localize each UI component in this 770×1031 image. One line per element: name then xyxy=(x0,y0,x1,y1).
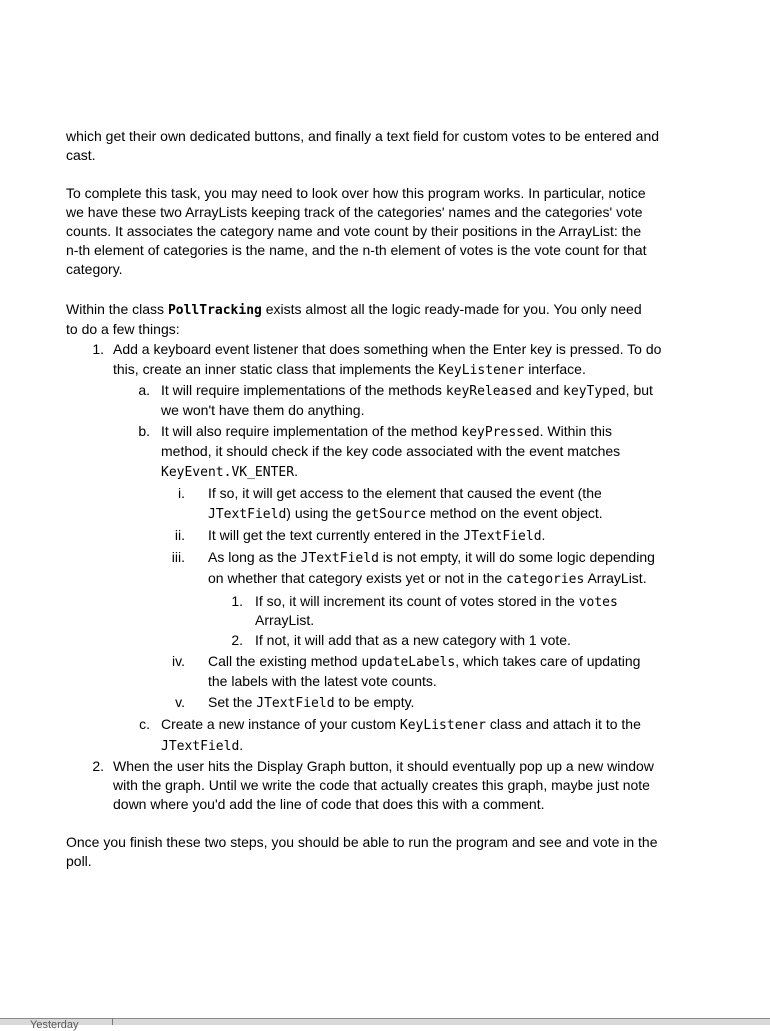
inline-code: categories xyxy=(506,572,585,587)
bottom-status-bar xyxy=(0,1018,770,1031)
sub-item-c-line-1 xyxy=(161,715,641,735)
list-item-2-line-1: When the user hits the Display Graph button, it should eventually pop up a new window xyxy=(113,758,654,774)
list-marker: 2. xyxy=(231,632,243,648)
list-text: , but xyxy=(625,382,653,398)
list-item-2-line-2: with the graph. Until we write the code that actually creates this graph, maybe just note xyxy=(113,777,650,793)
bottom-bar-label: Yesterday xyxy=(30,1019,79,1031)
sub-item-iv-line-1 xyxy=(208,652,640,672)
paragraph-4-line-2: poll. xyxy=(66,853,92,869)
list-text: class and attach it to the xyxy=(486,716,641,732)
list-marker: iv. xyxy=(172,653,185,669)
sub-item-iv-line-2: the labels with the latest vote counts. xyxy=(208,673,437,689)
list-text: It will get the text currently entered in the xyxy=(208,527,464,543)
list-item-2-line-3: down where you'd add the line of code that does this with a comment. xyxy=(113,796,545,812)
inline-code: keyTyped xyxy=(563,384,626,399)
bottom-bar-divider xyxy=(112,1019,113,1025)
sub-item-i-line-1: If so, it will get access to the element that caused the event (the xyxy=(208,485,602,501)
list-text: to be empty. xyxy=(334,694,415,710)
class-name-code: PollTracking xyxy=(167,303,262,318)
inline-code: JTextField xyxy=(463,529,542,544)
inline-code: getSource xyxy=(355,507,426,522)
list-text: Call the existing method xyxy=(208,653,362,669)
inline-code: JTextField xyxy=(300,551,379,566)
list-marker: 1. xyxy=(92,341,104,357)
paragraph-3-text: Within the class xyxy=(66,301,168,317)
sub-item-b-line-3 xyxy=(161,462,298,482)
sub-sub-item-1-line-2: ArrayList. xyxy=(255,612,315,628)
list-text: on whether that category exists yet or not in the xyxy=(208,570,507,586)
paragraph-4-line-1: Once you finish these two steps, you should be able to run the program and see and vote in the xyxy=(66,834,658,850)
list-text: Set the xyxy=(208,694,257,710)
list-marker: iii. xyxy=(171,549,185,565)
sub-item-i-line-2 xyxy=(208,504,603,524)
list-text: If so, it will increment its count of votes stored in the xyxy=(255,593,579,609)
inline-code: KeyEvent.VK_ENTER xyxy=(161,465,295,480)
list-text: and xyxy=(531,382,564,398)
list-text: this, create an inner static class that implements the xyxy=(113,361,439,377)
paragraph-3-line-1 xyxy=(66,300,642,320)
list-item-1-line-2 xyxy=(113,360,586,380)
list-marker: a. xyxy=(138,382,150,398)
list-text: . Within this xyxy=(539,423,613,439)
sub-item-a-line-2: we won't have them do anything. xyxy=(161,402,365,418)
list-text: ArrayList. xyxy=(584,570,647,586)
paragraph-1-line-1: which get their own dedicated buttons, and finally a text field for custom votes to be entered and xyxy=(66,128,660,144)
list-marker: b. xyxy=(138,423,150,439)
list-text: method on the event object. xyxy=(426,505,603,521)
sub-item-iii-line-1 xyxy=(208,548,655,568)
sub-item-b-line-1 xyxy=(161,422,612,442)
paragraph-2-line-3: counts. It associates the category name and vote count by their positions in the ArrayList: the xyxy=(66,223,642,239)
inline-code: updateLabels xyxy=(361,655,456,670)
list-marker: ii. xyxy=(174,527,185,543)
list-text: It will also require implementation of the method xyxy=(161,423,462,439)
list-text: . xyxy=(541,527,546,543)
inline-code: KeyListener xyxy=(399,718,486,733)
list-text: It will require implementations of the methods xyxy=(161,382,446,398)
inline-code: KeyListener xyxy=(438,363,525,378)
sub-item-a-line-1 xyxy=(161,381,653,401)
list-text: interface. xyxy=(524,361,586,377)
sub-item-v-line-1 xyxy=(208,693,414,713)
list-text: is not empty, it will do some logic depending xyxy=(378,549,655,565)
list-text: ) using the xyxy=(286,505,356,521)
inline-code: JTextField xyxy=(256,696,335,711)
sub-item-ii-line-1 xyxy=(208,526,545,546)
list-marker: i. xyxy=(178,485,185,501)
list-item-1-line-1: Add a keyboard event listener that does something when the Enter key is pressed. To do xyxy=(113,341,662,357)
paragraph-3-line-2: to do a few things: xyxy=(66,321,180,337)
inline-code: keyPressed xyxy=(461,425,540,440)
sub-item-iii-line-2 xyxy=(208,569,647,589)
paragraph-2-line-4: n-th element of categories is the name, and the n-th element of votes is the vote count for that xyxy=(66,242,647,258)
paragraph-2-line-2: we have these two ArrayLists keeping track of the categories' names and the categories' vote xyxy=(66,204,643,220)
sub-item-c-line-2 xyxy=(161,736,243,756)
sub-item-b-line-2: method, it should check if the key code associated with the event matches xyxy=(161,443,621,459)
paragraph-3-text: exists almost all the logic ready-made for you. You only need xyxy=(261,301,642,317)
list-marker: c. xyxy=(139,716,150,732)
list-marker: 2. xyxy=(92,758,104,774)
inline-code: keyReleased xyxy=(445,384,532,399)
paragraph-1-line-2: cast. xyxy=(66,147,96,163)
paragraph-2-line-5: category. xyxy=(66,261,123,277)
sub-sub-item-1-line-1 xyxy=(255,592,618,612)
list-text: Create a new instance of your custom xyxy=(161,716,400,732)
inline-code: votes xyxy=(578,595,618,610)
list-marker: v. xyxy=(175,694,185,710)
list-text: . xyxy=(294,463,298,479)
list-text: As long as the xyxy=(208,549,301,565)
list-text: , which takes care of updating xyxy=(455,653,641,669)
list-marker: 1. xyxy=(231,593,243,609)
inline-code: JTextField xyxy=(161,739,240,754)
inline-code: JTextField xyxy=(208,507,287,522)
list-text: . xyxy=(239,737,244,753)
paragraph-2-line-1: To complete this task, you may need to look over how this program works. In particular, notice xyxy=(66,185,646,201)
sub-sub-item-2-line-1: If not, it will add that as a new category with 1 vote. xyxy=(255,632,571,648)
